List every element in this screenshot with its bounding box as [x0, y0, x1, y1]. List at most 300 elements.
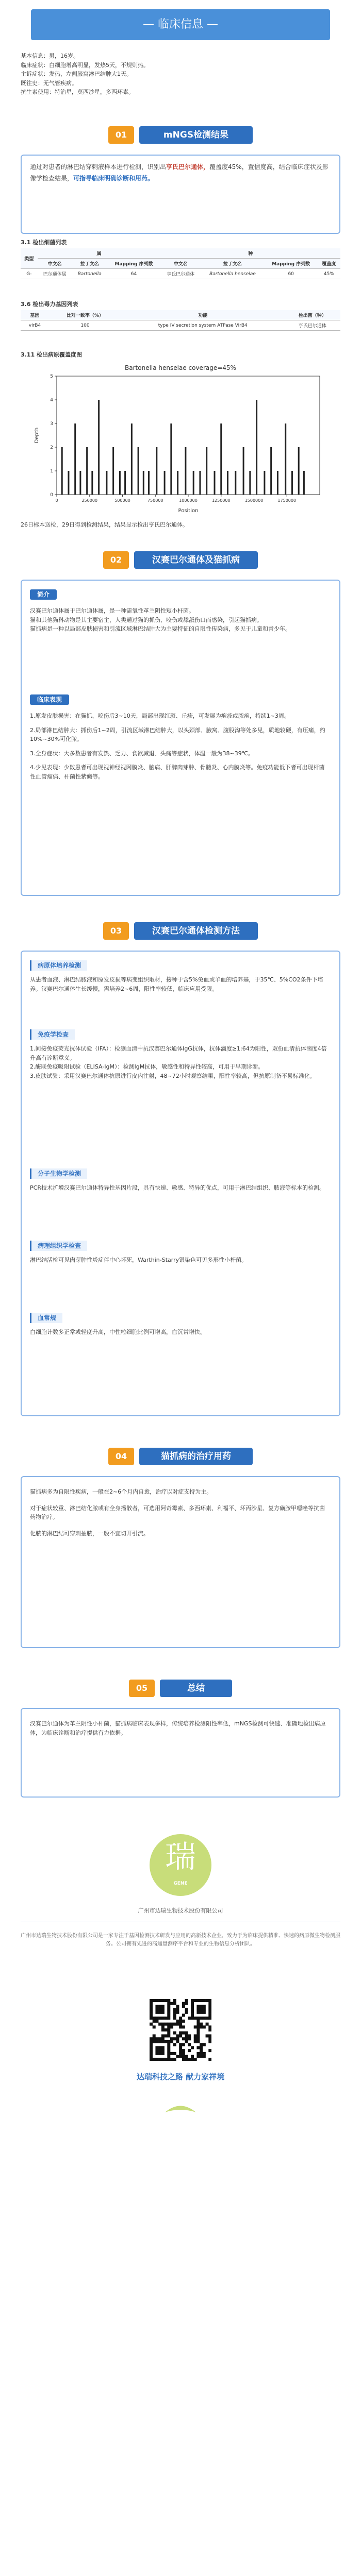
qr-module: [158, 2037, 161, 2040]
qr-module: [167, 2046, 170, 2049]
qr-module: [196, 2052, 200, 2055]
qr-module: [191, 2008, 194, 2011]
qr-module: [155, 2008, 158, 2011]
qr-module: [188, 2035, 191, 2038]
summary-text: [22, 156, 339, 190]
footer-leaf-icon: [160, 2102, 201, 2117]
qr-module: [200, 2008, 203, 2011]
qr-module: [208, 2002, 211, 2005]
qr-module: [196, 2016, 200, 2020]
cell: 60: [265, 269, 318, 279]
qr-module: [167, 2023, 170, 2026]
qr-module: [150, 2002, 153, 2005]
x-axis-label: Position: [178, 508, 199, 514]
qr-module: [208, 2014, 211, 2017]
qr-module: [208, 2005, 211, 2008]
qr-module: [185, 2058, 188, 2061]
qr-module: [165, 2035, 168, 2038]
qr-module: [158, 2016, 161, 2020]
cell: 亨氏巴尔通体: [285, 320, 340, 331]
col-type: 类型: [21, 248, 38, 269]
col-function: 功能: [121, 310, 285, 320]
detect-text: PCR技术扩增汉赛巴尔通体特异性基因片段，具有快速、敏感、特异的优点，可用于淋巴结组织、脓液等标本的检测。: [30, 1184, 325, 1191]
qr-module: [188, 2049, 191, 2052]
qr-module: [170, 2058, 173, 2061]
qr-module: [206, 2023, 209, 2026]
qr-module: [196, 1999, 200, 2002]
qr-module: [155, 1999, 158, 2002]
coverage-bar: [79, 471, 81, 495]
qr-module: [158, 2008, 161, 2011]
coverage-bar: [112, 447, 114, 495]
clinical-line: 既往史：无气管疾病。: [21, 79, 77, 87]
conclusion-text: 汉赛巴尔通体为革兰阴性小杆菌，猫抓病临床表现多样，传统培养检测阳性率低，mNGS检测可快速、准确地检出病原体，为临床诊断和治疗提供有力依据。: [30, 1720, 326, 1736]
coverage-bar: [98, 400, 100, 495]
qr-module: [200, 2046, 203, 2049]
coverage-bar: [206, 447, 207, 495]
detect-tag: 分子生物学检测: [30, 1168, 87, 1179]
y-tick-label: 3: [50, 421, 53, 427]
company-logo: [150, 1834, 211, 1896]
cell: 100: [49, 320, 121, 331]
coverage-bar: [91, 471, 93, 495]
qr-module: [208, 1999, 211, 2002]
qr-module: [196, 2046, 200, 2049]
detect-text: 白细胞计数多正常或轻度升高，中性粒细胞比例可增高，血沉常增快。: [30, 1329, 206, 1335]
treatment-para: 猫抓病多为自限性疾病，一般在2~6个月内自愈，治疗以对症支持为主。: [30, 1488, 212, 1495]
table1-caption: 3.1 检出细菌列表: [21, 239, 67, 246]
qr-module: [150, 2016, 153, 2020]
qr-module: [208, 2028, 211, 2031]
qr-module: [170, 2025, 173, 2028]
qr-module: [167, 2043, 170, 2046]
qr-module: [155, 2052, 158, 2055]
coverage-bar: [291, 471, 293, 495]
qr-module: [179, 2043, 182, 2046]
x-tick-label: 1000000: [179, 498, 198, 503]
company-name: 广州市达瑞生物技术股份有限公司: [138, 1907, 223, 1914]
qr-module: [158, 2046, 161, 2049]
detect-text: 从患者血液、淋巴结脓液和原发皮损等病变组织取材，接种于含5%兔血或羊血的培养基，于35℃、5%CO2条件下培养。汉赛巴尔通体生长缓慢，需培养2~6周，阳性率较低，临床应用受限。: [30, 976, 323, 992]
col-genus-cn: 中文名: [38, 259, 72, 269]
qr-module: [182, 2058, 185, 2061]
qr-module: [191, 2005, 194, 2008]
qr-module: [150, 2008, 153, 2011]
qr-module: [179, 2031, 182, 2035]
section-1-number: 01: [108, 126, 134, 144]
coverage-bar: [119, 471, 121, 495]
qr-module: [182, 2020, 185, 2023]
qr-module: [188, 2058, 191, 2061]
qr-module: [161, 1999, 165, 2002]
coverage-bar: [249, 471, 251, 495]
qr-module: [153, 1999, 156, 2002]
coverage-bar: [298, 447, 300, 495]
coverage-bar: [256, 400, 257, 495]
qr-module: [208, 2058, 211, 2061]
qr-module: [176, 2037, 179, 2040]
qr-module: [150, 2043, 153, 2046]
qr-module: [173, 2002, 176, 2005]
qr-module: [158, 2058, 161, 2061]
coverage-bar: [124, 471, 126, 495]
qr-module: [208, 2040, 211, 2043]
clinical-tag: 临床表现: [30, 694, 69, 705]
qr-module: [182, 2002, 185, 2005]
qr-module: [165, 2058, 168, 2061]
qr-module: [161, 2035, 165, 2038]
qr-module: [194, 2025, 197, 2028]
x-tick-label: 750000: [147, 498, 163, 503]
qr-module: [203, 2011, 206, 2014]
qr-module: [194, 2058, 197, 2061]
summary-box: [21, 155, 340, 234]
qr-module: [167, 2035, 170, 2038]
qr-module: [191, 1999, 194, 2002]
qr-module: [185, 2040, 188, 2043]
intro-para: 汉赛巴尔通体属于巴尔通体属，是一种需氧性革兰阴性短小杆菌。: [30, 607, 194, 614]
qr-module: [155, 2049, 158, 2052]
coverage-bar: [264, 471, 265, 495]
section-5-box: [21, 1708, 340, 1798]
qr-module: [185, 2055, 188, 2058]
qr-module: [170, 2052, 173, 2055]
qr-module: [150, 1999, 153, 2002]
virulence-table: [21, 310, 340, 331]
qr-module: [194, 2040, 197, 2043]
qr-module: [173, 1999, 176, 2002]
qr-module: [208, 2011, 211, 2014]
qr-module: [155, 2040, 158, 2043]
qr-module: [161, 2005, 165, 2008]
clinical-item: 2.局部淋巴结肿大：抓伤后1~2周，引流区域淋巴结肿大，以头颈部、腋窝、腹股沟等处多见，质地较硬，有压痛，约10%~30%可化脓。: [30, 726, 325, 743]
qr-module: [208, 2037, 211, 2040]
company-info: 广州市达瑞生物技术股份有限公司是一家专注于基因检测技术研发与应用的高新技术企业，致力于为临床提供精准、快速的病原微生物检测服务。公司拥有先进的高通量测序平台和专业的生物信息分析团队。: [21, 1933, 340, 1947]
qr-module: [153, 2037, 156, 2040]
qr-module: [161, 2052, 165, 2055]
qr-module: [179, 2049, 182, 2052]
y-tick-label: 0: [50, 493, 53, 498]
qr-module: [150, 2049, 153, 2052]
qr-module: [182, 2014, 185, 2017]
qr-module: [182, 2037, 185, 2040]
qr-module: [179, 2052, 182, 2055]
qr-module: [173, 2052, 176, 2055]
detect-tag: 病理组织学检查: [30, 1241, 87, 1251]
cell: G-: [21, 269, 38, 279]
coverage-bar: [170, 423, 172, 495]
qr-module: [200, 1999, 203, 2002]
qr-module: [176, 2023, 179, 2026]
qr-module: [182, 2005, 185, 2008]
qr-module: [194, 1999, 197, 2002]
qr-module: [182, 2055, 185, 2058]
qr-module: [182, 2052, 185, 2055]
detect-tag: 免疫学检查: [30, 1029, 75, 1040]
qr-module: [188, 2037, 191, 2040]
coverage-bar: [138, 447, 139, 495]
qr-module: [176, 2055, 179, 2058]
qr-module: [155, 2037, 158, 2040]
clinical-item: 3.全身症状：大多数患者有发热、乏力、食欲减退、头痛等症状，体温一般为38~39℃。: [30, 750, 254, 757]
qr-module: [165, 2040, 168, 2043]
qr-module: [158, 2049, 161, 2052]
qr-module: [167, 2049, 170, 2052]
y-tick-label: 2: [50, 445, 53, 450]
clinical-info-block: [21, 52, 340, 97]
intro-para: 猫和其他猫科动物是其主要宿主，人类通过猫的抓伤、咬伤或舔舐伤口而感染，引起猫抓病。: [30, 616, 262, 623]
qr-module: [167, 2058, 170, 2061]
logo-text: [150, 1880, 211, 1887]
qr-module: [179, 2046, 182, 2049]
x-tick-label: 1250000: [211, 498, 231, 503]
bacteria-table: [21, 248, 340, 279]
treatment-text: [30, 1487, 329, 1538]
summary-highlight: 可指导临床明确诊断和用药。: [73, 174, 154, 182]
qr-module: [191, 2055, 194, 2058]
coverage-bar: [106, 471, 107, 495]
qr-module: [185, 2037, 188, 2040]
coverage-bar: [74, 423, 76, 495]
section-2-title: 汉赛巴尔通体及猫抓病: [134, 551, 258, 569]
summary-part: 通过对患者的淋巴结穿刺液样本进行检测，识别出: [30, 163, 167, 171]
col-species-latin: 拉丁文名: [201, 259, 264, 269]
qr-module: [179, 2055, 182, 2058]
intro-tag: 简介: [30, 589, 57, 600]
qr-module: [196, 2037, 200, 2040]
qr-module: [176, 2020, 179, 2023]
qr-module: [196, 2035, 200, 2038]
qr-module: [176, 2011, 179, 2014]
qr-module: [173, 2037, 176, 2040]
cell: type IV secretion system ATPase VirB4: [121, 320, 285, 331]
qr-module: [150, 2023, 153, 2026]
intro-text: [30, 606, 329, 634]
qr-module: [161, 2049, 165, 2052]
qr-module: [200, 2005, 203, 2008]
qr-module: [161, 2028, 165, 2031]
col-genus-reads: Mapping 序列数: [107, 259, 160, 269]
qr-module: [200, 2023, 203, 2026]
col-identity: 比对一致率（%）: [49, 310, 121, 320]
section-1-title: mNGS检测结果: [139, 126, 253, 144]
cell: 亨氏巴尔通体: [160, 269, 201, 279]
x-tick-label: 250000: [81, 498, 98, 503]
qr-module: [194, 2035, 197, 2038]
qr-module: [196, 2008, 200, 2011]
qr-module: [191, 2058, 194, 2061]
y-tick-label: 5: [50, 374, 53, 379]
qr-module: [191, 2002, 194, 2005]
summary-part: 影像学检查结果，: [30, 163, 329, 182]
clinical-item: 4.少见表现：少数患者可出现视神经视网膜炎、脑病、肝脾肉芽肿、骨髓炎、心内膜炎等。免疫功能低下者可出现杆菌性血管瘤病、杆菌性紫癜等。: [30, 764, 325, 780]
qr-module: [153, 2016, 156, 2020]
qr-module: [200, 2049, 203, 2052]
qr-module: [150, 2058, 153, 2061]
cell: Bartonella henselae: [201, 269, 264, 279]
qr-module: [155, 2020, 158, 2023]
qr-module: [203, 1999, 206, 2002]
qr-module: [158, 2011, 161, 2014]
qr-module: [188, 2016, 191, 2020]
intro-para: 猫抓病是一种以局部皮肤损害和引流区域淋巴结肿大为主要特征的自限性传染病，多见于儿童和青少年。: [30, 625, 291, 633]
qr-module: [182, 2025, 185, 2028]
qr-module: [203, 2025, 206, 2028]
qr-module: [150, 2052, 153, 2055]
qr-module: [191, 2011, 194, 2014]
qr-module: [185, 2002, 188, 2005]
qr-module: [161, 2016, 165, 2020]
qr-module: [176, 2005, 179, 2008]
group-species: 种: [160, 248, 340, 259]
qr-module: [150, 2005, 153, 2008]
qr-module: [167, 2025, 170, 2028]
clinical-item: 1.原发皮肤损害：在猫抓、咬伤后3~10天，局部出现红斑、丘疹，可发展为疱疹或脓疱，持续1~3周。: [30, 713, 290, 719]
qr-module: [161, 2011, 165, 2014]
coverage-bar: [277, 471, 278, 495]
qr-module: [155, 2046, 158, 2049]
coverage-bar: [164, 471, 166, 495]
qr-module: [155, 2005, 158, 2008]
qr-module: [200, 2011, 203, 2014]
qr-module: [208, 2049, 211, 2052]
qr-module: [200, 2052, 203, 2055]
qr-module: [208, 2025, 211, 2028]
qr-module: [179, 2023, 182, 2026]
qr-module: [165, 2023, 168, 2026]
qr-module: [167, 2008, 170, 2011]
coverage-bar: [86, 447, 88, 495]
qr-module: [200, 2016, 203, 2020]
qr-module: [165, 2016, 168, 2020]
qr-module: [203, 2052, 206, 2055]
qr-module: [165, 1999, 168, 2002]
qr-module: [196, 2023, 200, 2026]
section-3-title: 汉赛巴尔通体检测方法: [134, 922, 258, 940]
qr-module: [150, 2055, 153, 2058]
col-detected: 检出菌（种）: [285, 310, 340, 320]
clinical-info-banner: — 临床信息 —: [31, 9, 330, 40]
qr-module: [150, 2037, 153, 2040]
coverage-bar: [143, 471, 144, 495]
qr-module: [208, 2016, 211, 2020]
qr-module: [155, 2011, 158, 2014]
qr-module: [179, 2035, 182, 2038]
cell: Bartonella: [72, 269, 107, 279]
qr-module: [155, 2016, 158, 2020]
qr-module: [161, 2023, 165, 2026]
qr-module: [161, 2025, 165, 2028]
qr-module: [194, 2016, 197, 2020]
plot-frame: [57, 376, 320, 495]
coverage-bar: [156, 447, 157, 495]
qr-module: [185, 1999, 188, 2002]
qr-module: [170, 2002, 173, 2005]
qr-module: [167, 2005, 170, 2008]
summary-highlight: 亨氏巴尔通体，: [166, 163, 210, 171]
y-tick-label: 4: [50, 398, 53, 403]
qr-module: [185, 2031, 188, 2035]
qr-module: [150, 2046, 153, 2049]
qr-module: [167, 2040, 170, 2043]
qr-module: [208, 2035, 211, 2038]
qr-module: [191, 2014, 194, 2017]
qr-module: [188, 2043, 191, 2046]
qr-module: [167, 2014, 170, 2017]
section-5-title: 总结: [160, 1680, 232, 1697]
qr-module: [150, 2014, 153, 2017]
qr-module: [161, 2058, 165, 2061]
coverage-chart: [31, 361, 330, 515]
qr-module: [185, 2011, 188, 2014]
coverage-bar: [68, 471, 69, 495]
qr-module: [206, 1999, 209, 2002]
col-coverage: 覆盖度: [318, 259, 340, 269]
qr-module: [196, 2005, 200, 2008]
chart-title: Bartonella henselae coverage=45%: [125, 364, 236, 371]
qr-module: [158, 2040, 161, 2043]
x-tick-label: 0: [55, 498, 58, 503]
qr-module: [200, 2043, 203, 2046]
cell: 64: [107, 269, 160, 279]
coverage-bar: [235, 471, 236, 495]
qr-module: [208, 2008, 211, 2011]
qr-module: [165, 2028, 168, 2031]
col-species-reads: Mapping 序列数: [265, 259, 318, 269]
cell: 巴尔通体属: [38, 269, 72, 279]
clinical-line: 临床症状：白细胞增高明显，发热5天，不规则热。: [21, 61, 149, 69]
qr-module: [167, 2002, 170, 2005]
qr-module: [179, 2025, 182, 2028]
x-tick-label: 1500000: [244, 498, 264, 503]
coverage-bar: [285, 423, 286, 495]
clinical-line: 基本信息：男，16岁。: [21, 53, 79, 59]
qr-module: [173, 2011, 176, 2014]
y-tick-label: 1: [50, 469, 53, 474]
coverage-bar: [177, 471, 178, 495]
qr-module: [203, 2005, 206, 2008]
coverage-bar: [214, 471, 216, 495]
qr-module: [161, 2046, 165, 2049]
qr-module: [200, 2055, 203, 2058]
group-genus: 属: [38, 248, 160, 259]
y-axis-label: Depth: [34, 427, 40, 444]
qr-module: [182, 2049, 185, 2052]
x-tick-label: 1750000: [277, 498, 297, 503]
qr-module: [153, 2020, 156, 2023]
qr-module: [167, 2016, 170, 2020]
section-2-number: 02: [103, 551, 129, 569]
qr-module: [203, 2055, 206, 2058]
treatment-para: 对于症状较重、淋巴结化脓或有全身播散者，可选用阿奇霉素、多西环素、利福平、环丙沙星、复方磺胺甲噁唑等抗菌药物治疗。: [30, 1504, 325, 1521]
qr-module: [176, 2035, 179, 2038]
qr-module: [167, 2028, 170, 2031]
qr-module: [155, 2058, 158, 2061]
qr-module: [161, 2037, 165, 2040]
qr-module: [173, 2058, 176, 2061]
section-4-box: [21, 1476, 340, 1648]
cell: 45%: [318, 269, 340, 279]
qr-module: [203, 2008, 206, 2011]
qr-module: [173, 2008, 176, 2011]
detect-text: 淋巴结活检可见肉芽肿性炎症伴中心坏死，Warthin-Starry银染色可见多形性小杆菌。: [30, 1257, 248, 1263]
qr-module: [161, 2040, 165, 2043]
qr-module: [176, 2008, 179, 2011]
qr-code: [150, 1999, 211, 2061]
qr-module: [179, 2020, 182, 2023]
col-genus-latin: 拉丁文名: [72, 259, 107, 269]
coverage-bar: [61, 447, 63, 495]
